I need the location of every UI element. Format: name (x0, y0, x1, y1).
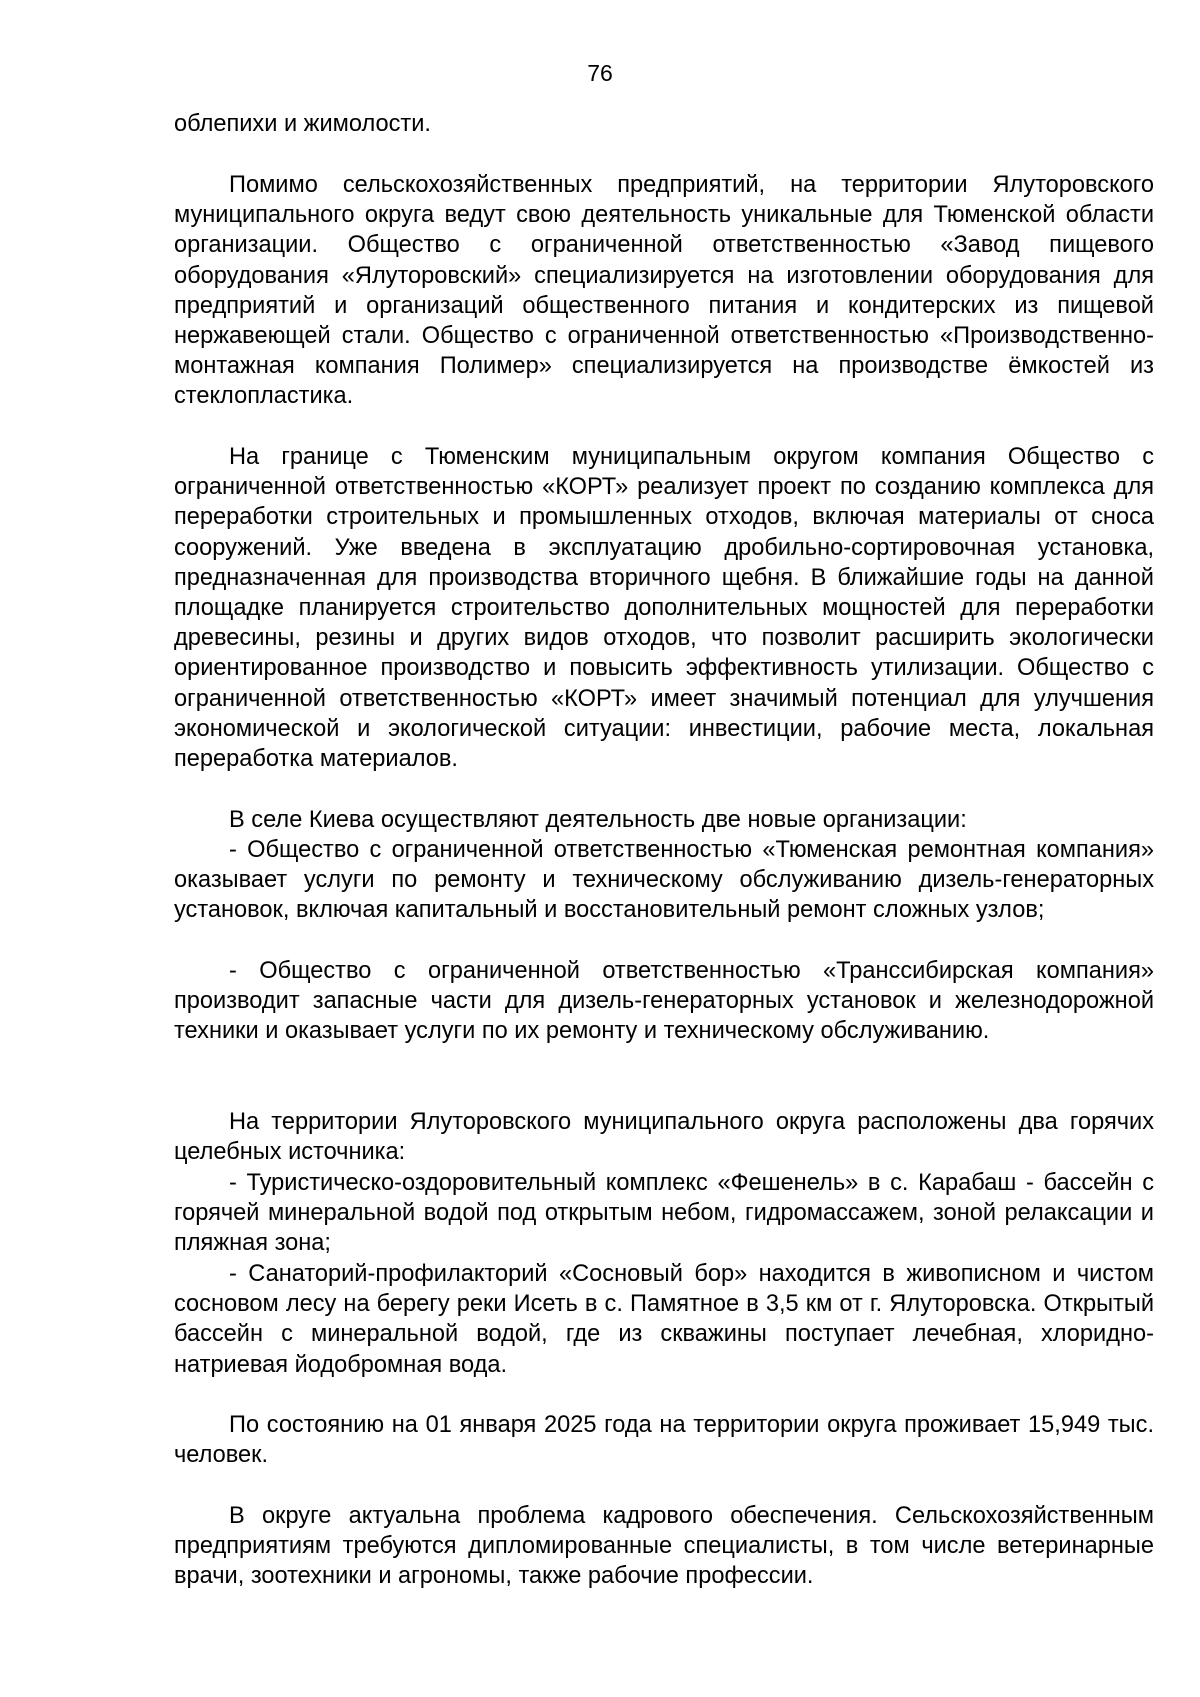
list-item-tyumen-repair: - Общество с ограниченной ответственностью «Тюменская ремонтная компания» оказывает услуги по ремонту и техническому обслуживанию дизель-генераторных установок, включая капитальный и восстановительный ремонт сложных узлов; (174, 837, 1154, 924)
paragraph-staffing: В округе актуальна проблема кадрового обеспечения. Сельскохозяйственным предприятиям требуются дипломированные специалисты, в том числе ветеринарные врачи, зоотехники и агрономы, также рабочие профессии. (174, 1503, 1154, 1590)
page-number: 76 (587, 60, 613, 86)
paragraph-springs-intro: На территории Ялуторовского муниципального округа расположены два горячих целебных источника: (174, 1109, 1154, 1166)
paragraph-kort: На границе с Тюменским муниципальным округом компания Общество с ограниченной ответственностью «КОРТ» реализует проект по созданию комплекса для переработки строительных и промышленных отходов, включая материалы от сноса сооружений. Уже введена в эксплуатацию дробильно-сортировочная установка, предназначенная для производства вторичного щебня. В ближайшие годы на данной площадке планируется строительство дополнительных мощностей для переработки древесины, резины и других видов отходов, что позволит расширить экологически ориентированное производство и повысить эффективность утилизации. Общество с ограниченной ответственностью «КОРТ» имеет значимый потенциал для улучшения экономической и экологической ситуации: инвестиции, рабочие места, локальная переработка материалов. (174, 444, 1154, 773)
list-item-feshenel: - Туристическо-оздоровительный комплекс «Фешенель» в с. Карабаш - бассейн с горячей минеральной водой под открытым небом, гидромассажем, зоной релаксации и пляжная зона; (174, 1170, 1154, 1257)
paragraph-kieva-intro: В селе Киева осуществляют деятельность две новые организации: (229, 807, 967, 833)
list-item-transsib: - Общество с ограниченной ответственностью «Транссибирская компания» производит запасные части для дизель-генераторных установок и железнодорожной техники и оказывает услуги по их ремонту и техническому обслуживанию. (174, 958, 1154, 1045)
paragraph-enterprises: Помимо сельскохозяйственных предприятий, на территории Ялуторовского муниципального округа ведут свою деятельность уникальные для Тюменской области организации. Общество с ограниченной ответственностью «Завод пищевого оборудования «Ялуторовский» специализируется на изготовлении оборудования для предприятий и организаций общественного питания и кондитерских из пищевой нержавеющей стали. Общество с ограниченной ответственностью «Производственно-монтажная компания Полимер» специализируется на производстве ёмкостей из стеклопластика. (174, 172, 1154, 410)
list-item-sosnovy-bor: - Санаторий-профилакторий «Сосновый бор» находится в живописном и чистом сосновом лесу на берегу реки Исеть в с. Памятное в 3,5 км от г. Ялуторовска. Открытый бассейн с минеральной водой, где из скважины поступает лечебная, хлоридно-натриевая йодобромная вода. (174, 1261, 1154, 1378)
paragraph-population: По состоянию на 01 января 2025 года на территории округа проживает 15,949 тыс. человек. (174, 1412, 1154, 1469)
paragraph-continuation: облепихи и жимолости. (174, 111, 431, 137)
